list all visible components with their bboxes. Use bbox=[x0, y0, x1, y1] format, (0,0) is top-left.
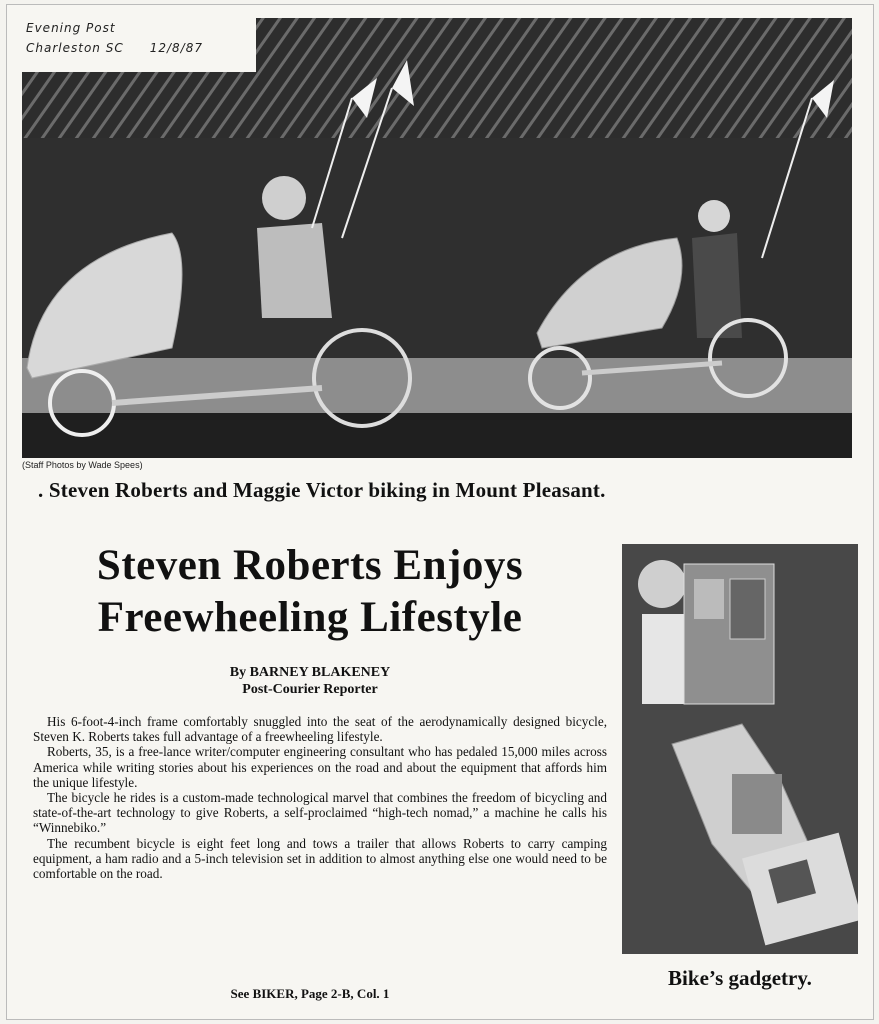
riders-photo bbox=[22, 18, 852, 458]
byline bbox=[30, 664, 590, 698]
note-city: Charleston SC bbox=[26, 41, 124, 55]
headline-line-2: Freewheeling Lifestyle bbox=[97, 594, 523, 641]
side-photo-caption: Bike’s gadgetry. bbox=[668, 966, 812, 990]
continuation-note: See BIKER, Page 2-B, Col. 1 bbox=[230, 986, 390, 1001]
paragraph: The bicycle he rides is a custom-made technological marvel that combines the freedom of bicycling and state-of-the-art technology to give Roberts, a self-proclaimed “high-tech nomad,” a machine he calls his “Winnebiko.” bbox=[33, 790, 607, 836]
paragraph: His 6-foot-4-inch frame comfortably snuggled into the seat of the aerodynamically designed bicycle, Steven K. Roberts takes full advantage of a freewheeling lifestyle. bbox=[33, 714, 607, 745]
headline-line-1: Steven Roberts Enjoys bbox=[96, 542, 524, 589]
byline-role: Post-Courier Reporter bbox=[242, 682, 378, 697]
byline-author: By BARNEY BLAKENEY bbox=[229, 665, 391, 680]
paragraph: The recumbent bicycle is eight feet long and tows a trailer that allows Roberts to carry camping equipment, a ham radio and a 5-inch television set in addition to almost anything else one would need to be comfortable on the road. bbox=[33, 835, 607, 882]
headline bbox=[30, 540, 590, 644]
gadgetry-photo bbox=[622, 544, 858, 954]
handwritten-clipping-note bbox=[18, 14, 256, 72]
paragraph: Roberts, 35, is a free-lance writer/computer engineering consultant who has pedaled 15,000 miles across America while writing stories about his experiences on the road and about the equipment that affords him the unique lifestyle. bbox=[33, 744, 607, 790]
note-publication: Evening Post bbox=[26, 21, 116, 35]
photo-credit: (Staff Photos by Wade Spees) bbox=[22, 460, 143, 470]
article-body bbox=[33, 714, 607, 881]
photo-caption: . Steven Roberts and Maggie Victor biking in Mount Pleasant. bbox=[38, 478, 606, 502]
note-date: 12/8/87 bbox=[149, 41, 203, 55]
